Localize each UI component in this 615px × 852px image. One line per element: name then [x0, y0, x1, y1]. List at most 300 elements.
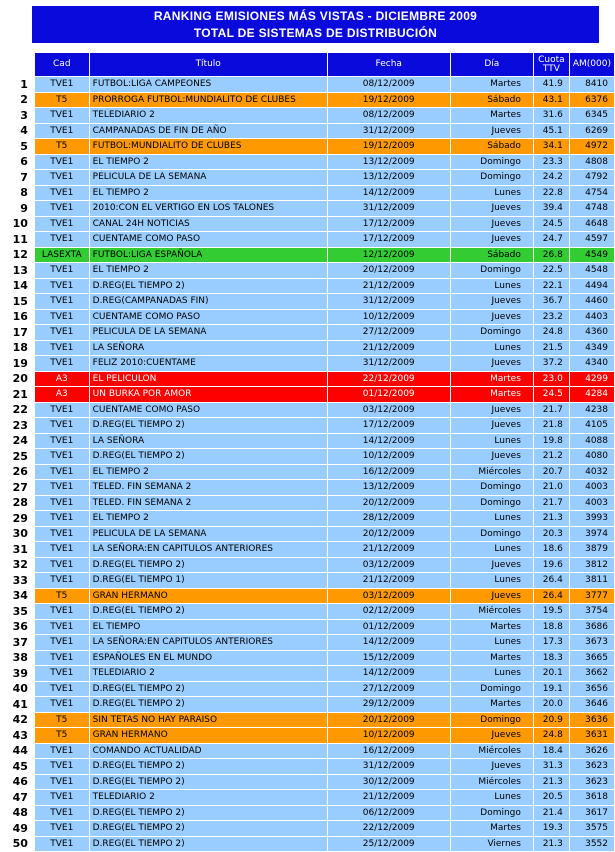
title-cell: D.REG(EL TIEMPO 2): [89, 805, 327, 821]
title-cell: LA SEÑORA:EN CAPITULOS ANTERIORES: [89, 542, 327, 558]
table-row: [7, 170, 615, 186]
channel-cell: TVE1: [34, 836, 89, 852]
channel-cell: TVE1: [34, 77, 89, 93]
weekday-cell: Viernes: [450, 836, 533, 852]
date-cell: 16/12/2009: [327, 743, 450, 759]
date-cell: 27/12/2009: [327, 325, 450, 341]
share-cell: 23.2: [533, 309, 569, 325]
title-cell: FUTBOL:MUNDIALITO DE CLUBES: [89, 139, 327, 155]
weekday-cell: Martes: [450, 371, 533, 387]
weekday-cell: Martes: [450, 77, 533, 93]
share-cell: 26.4: [533, 573, 569, 589]
title-cell: TELED. FIN SEMANA 2: [89, 495, 327, 511]
channel-cell: TVE1: [34, 201, 89, 217]
table-row: [7, 526, 615, 542]
channel-cell: TVE1: [34, 263, 89, 279]
rank-cell: 20: [7, 371, 35, 387]
audience-cell: 3754: [569, 604, 614, 620]
audience-cell: 4403: [569, 309, 614, 325]
table-row: [7, 619, 615, 635]
channel-cell: TVE1: [34, 108, 89, 124]
audience-cell: 4284: [569, 387, 614, 403]
report-subtitle: TOTAL DE SISTEMAS DE DISTRIBUCIÓN: [193, 26, 438, 40]
weekday-cell: Lunes: [450, 635, 533, 651]
channel-cell: TVE1: [34, 573, 89, 589]
weekday-cell: Jueves: [450, 232, 533, 248]
weekday-cell: Lunes: [450, 511, 533, 527]
audience-cell: 3646: [569, 697, 614, 713]
title-cell: LA SEÑORA: [89, 340, 327, 356]
date-cell: 17/12/2009: [327, 418, 450, 434]
rank-cell: 7: [7, 170, 35, 186]
date-cell: 19/12/2009: [327, 92, 450, 108]
audience-cell: 4548: [569, 263, 614, 279]
channel-cell: LASEXTA: [34, 247, 89, 263]
title-cell: D.REG(EL TIEMPO 2): [89, 449, 327, 465]
share-cell: 24.8: [533, 325, 569, 341]
report-title: RANKING EMISIONES MÁS VISTAS - DICIEMBRE 2009: [153, 9, 478, 23]
date-cell: 20/12/2009: [327, 712, 450, 728]
weekday-cell: Jueves: [450, 309, 533, 325]
rank-cell: 1: [7, 77, 35, 93]
audience-cell: 3617: [569, 805, 614, 821]
weekday-cell: Miércoles: [450, 464, 533, 480]
rank-cell: 3: [7, 108, 35, 124]
table-row: [7, 697, 615, 713]
date-cell: 14/12/2009: [327, 666, 450, 682]
channel-cell: TVE1: [34, 557, 89, 573]
date-cell: 27/12/2009: [327, 681, 450, 697]
share-cell: 43.1: [533, 92, 569, 108]
audience-cell: 4003: [569, 480, 614, 496]
rank-cell: 17: [7, 325, 35, 341]
audience-cell: 4748: [569, 201, 614, 217]
rank-cell: 42: [7, 712, 35, 728]
date-cell: 30/12/2009: [327, 774, 450, 790]
date-cell: 31/12/2009: [327, 759, 450, 775]
share-cell: 45.1: [533, 123, 569, 139]
title-cell: D.REG(EL TIEMPO 1): [89, 573, 327, 589]
weekday-cell: Domingo: [450, 712, 533, 728]
title-cell: LA SEÑORA:EN CAPITULOS ANTERIORES: [89, 635, 327, 651]
date-cell: 02/12/2009: [327, 604, 450, 620]
share-cell: 20.3: [533, 526, 569, 542]
rank-cell: 43: [7, 728, 35, 744]
weekday-cell: Domingo: [450, 495, 533, 511]
title-cell: D.REG(EL TIEMPO 2): [89, 418, 327, 434]
weekday-cell: Domingo: [450, 325, 533, 341]
date-cell: 13/12/2009: [327, 480, 450, 496]
table-row: [7, 650, 615, 666]
header-cuota-line1: Cuota: [538, 54, 565, 65]
title-cell: D.REG(EL TIEMPO 2): [89, 278, 327, 294]
channel-cell: TVE1: [34, 418, 89, 434]
date-cell: 10/12/2009: [327, 309, 450, 325]
audience-cell: 4808: [569, 154, 614, 170]
share-cell: 20.7: [533, 464, 569, 480]
table-row: [7, 573, 615, 589]
weekday-cell: Lunes: [450, 790, 533, 806]
audience-cell: 3552: [569, 836, 614, 852]
rank-cell: 36: [7, 619, 35, 635]
channel-cell: T5: [34, 728, 89, 744]
date-cell: 21/12/2009: [327, 278, 450, 294]
title-cell: 2010:CON EL VERTIGO EN LOS TALONES: [89, 201, 327, 217]
weekday-cell: Jueves: [450, 201, 533, 217]
weekday-cell: Lunes: [450, 666, 533, 682]
weekday-cell: Miércoles: [450, 604, 533, 620]
weekday-cell: Jueves: [450, 588, 533, 604]
weekday-cell: Martes: [450, 387, 533, 403]
rank-cell: 14: [7, 278, 35, 294]
channel-cell: TVE1: [34, 821, 89, 837]
rank-cell: 4: [7, 123, 35, 139]
rank-cell: 15: [7, 294, 35, 310]
weekday-cell: Jueves: [450, 402, 533, 418]
table-row: [7, 604, 615, 620]
share-cell: 24.5: [533, 216, 569, 232]
weekday-cell: Jueves: [450, 418, 533, 434]
rank-cell: 37: [7, 635, 35, 651]
title-cell: PELICULA DE LA SEMANA: [89, 170, 327, 186]
share-cell: 18.3: [533, 650, 569, 666]
weekday-cell: Martes: [450, 821, 533, 837]
audience-cell: 3686: [569, 619, 614, 635]
channel-cell: T5: [34, 139, 89, 155]
table-row: [7, 356, 615, 372]
header-cuota-line2: TTV: [542, 63, 560, 74]
weekday-cell: Miércoles: [450, 774, 533, 790]
table-row: [7, 201, 615, 217]
audience-cell: 3811: [569, 573, 614, 589]
date-cell: 16/12/2009: [327, 464, 450, 480]
audience-cell: 3636: [569, 712, 614, 728]
audience-cell: 3623: [569, 774, 614, 790]
title-cell: EL TIEMPO 2: [89, 154, 327, 170]
table-row: [7, 294, 615, 310]
table-row: [7, 666, 615, 682]
share-cell: 26.4: [533, 588, 569, 604]
channel-cell: TVE1: [34, 402, 89, 418]
weekday-cell: Domingo: [450, 526, 533, 542]
date-cell: 21/12/2009: [327, 573, 450, 589]
share-cell: 39.4: [533, 201, 569, 217]
channel-cell: TVE1: [34, 433, 89, 449]
date-cell: 17/12/2009: [327, 232, 450, 248]
channel-cell: TVE1: [34, 805, 89, 821]
share-cell: 21.3: [533, 511, 569, 527]
share-cell: 20.0: [533, 697, 569, 713]
share-cell: 22.5: [533, 263, 569, 279]
channel-cell: TVE1: [34, 743, 89, 759]
rank-cell: 12: [7, 247, 35, 263]
share-cell: 21.3: [533, 836, 569, 852]
rank-cell: 31: [7, 542, 35, 558]
date-cell: 14/12/2009: [327, 433, 450, 449]
share-cell: 19.3: [533, 821, 569, 837]
table-row: [7, 588, 615, 604]
share-cell: 19.1: [533, 681, 569, 697]
channel-cell: TVE1: [34, 170, 89, 186]
share-cell: 22.1: [533, 278, 569, 294]
audience-cell: 4340: [569, 356, 614, 372]
audience-cell: 3626: [569, 743, 614, 759]
rank-cell: 30: [7, 526, 35, 542]
table-row: [7, 325, 615, 341]
rank-header-blank: [7, 53, 35, 77]
weekday-cell: Sábado: [450, 92, 533, 108]
weekday-cell: Jueves: [450, 759, 533, 775]
table-row: [7, 418, 615, 434]
share-cell: 37.2: [533, 356, 569, 372]
share-cell: 18.8: [533, 619, 569, 635]
audience-cell: 3879: [569, 542, 614, 558]
title-cell: D.REG(EL TIEMPO 2): [89, 557, 327, 573]
share-cell: 23.3: [533, 154, 569, 170]
table-row: [7, 464, 615, 480]
table-row: [7, 216, 615, 232]
table-row: [7, 728, 615, 744]
channel-cell: TVE1: [34, 526, 89, 542]
rank-cell: 48: [7, 805, 35, 821]
audience-cell: 6376: [569, 92, 614, 108]
share-cell: 17.3: [533, 635, 569, 651]
title-cell: FELIZ 2010:CUENTAME: [89, 356, 327, 372]
table-row: [7, 805, 615, 821]
table-row: [7, 433, 615, 449]
share-cell: 18.6: [533, 542, 569, 558]
rank-cell: 16: [7, 309, 35, 325]
audience-cell: 4360: [569, 325, 614, 341]
weekday-cell: Sábado: [450, 247, 533, 263]
audience-cell: 4238: [569, 402, 614, 418]
rank-cell: 13: [7, 263, 35, 279]
rank-cell: 28: [7, 495, 35, 511]
share-cell: 20.5: [533, 790, 569, 806]
date-cell: 21/12/2009: [327, 340, 450, 356]
date-cell: 20/12/2009: [327, 263, 450, 279]
title-cell: EL TIEMPO 2: [89, 185, 327, 201]
table-row: [7, 635, 615, 651]
channel-cell: TVE1: [34, 356, 89, 372]
channel-cell: TVE1: [34, 464, 89, 480]
audience-cell: 4460: [569, 294, 614, 310]
share-cell: 26.8: [533, 247, 569, 263]
channel-cell: T5: [34, 92, 89, 108]
channel-cell: TVE1: [34, 635, 89, 651]
title-cell: D.REG(EL TIEMPO 2): [89, 604, 327, 620]
audience-cell: 6345: [569, 108, 614, 124]
share-cell: 21.4: [533, 805, 569, 821]
channel-cell: TVE1: [34, 495, 89, 511]
share-cell: 24.7: [533, 232, 569, 248]
rank-cell: 35: [7, 604, 35, 620]
rank-cell: 50: [7, 836, 35, 852]
rank-cell: 33: [7, 573, 35, 589]
channel-cell: TVE1: [34, 216, 89, 232]
audience-cell: 3623: [569, 759, 614, 775]
title-cell: D.REG(EL TIEMPO 2): [89, 836, 327, 852]
weekday-cell: Martes: [450, 697, 533, 713]
title-cell: D.REG(EL TIEMPO 2): [89, 759, 327, 775]
date-cell: 25/12/2009: [327, 836, 450, 852]
table-row: [7, 712, 615, 728]
channel-cell: TVE1: [34, 650, 89, 666]
title-cell: FUTBOL:LIGA CAMPEONES: [89, 77, 327, 93]
channel-cell: TVE1: [34, 123, 89, 139]
date-cell: 15/12/2009: [327, 650, 450, 666]
rank-cell: 38: [7, 650, 35, 666]
share-cell: 19.5: [533, 604, 569, 620]
rank-cell: 8: [7, 185, 35, 201]
audience-cell: 4549: [569, 247, 614, 263]
rank-cell: 19: [7, 356, 35, 372]
rank-cell: 39: [7, 666, 35, 682]
rank-cell: 22: [7, 402, 35, 418]
table-row: [7, 108, 615, 124]
channel-cell: TVE1: [34, 154, 89, 170]
date-cell: 10/12/2009: [327, 449, 450, 465]
rank-cell: 5: [7, 139, 35, 155]
title-cell: D.REG(EL TIEMPO 2): [89, 697, 327, 713]
rank-cell: 24: [7, 433, 35, 449]
date-cell: 13/12/2009: [327, 154, 450, 170]
weekday-cell: Domingo: [450, 681, 533, 697]
header-titulo: Título: [89, 53, 327, 77]
weekday-cell: Lunes: [450, 542, 533, 558]
weekday-cell: Jueves: [450, 728, 533, 744]
audience-cell: 3575: [569, 821, 614, 837]
title-cell: CANAL 24H NOTICIAS: [89, 216, 327, 232]
date-cell: 14/12/2009: [327, 635, 450, 651]
weekday-cell: Lunes: [450, 573, 533, 589]
audience-cell: 3662: [569, 666, 614, 682]
channel-cell: TVE1: [34, 309, 89, 325]
title-cell: UN BURKA POR AMOR: [89, 387, 327, 403]
date-cell: 22/12/2009: [327, 821, 450, 837]
table-row: [7, 92, 615, 108]
audience-cell: 4032: [569, 464, 614, 480]
table-row: [7, 247, 615, 263]
header-dia: Día: [450, 53, 533, 77]
share-cell: 23.0: [533, 371, 569, 387]
table-row: [7, 77, 615, 93]
table-row: [7, 743, 615, 759]
audience-cell: 8410: [569, 77, 614, 93]
header-fecha: Fecha: [327, 53, 450, 77]
share-cell: 19.6: [533, 557, 569, 573]
table-row: [7, 185, 615, 201]
table-row: [7, 263, 615, 279]
date-cell: 17/12/2009: [327, 216, 450, 232]
channel-cell: TVE1: [34, 542, 89, 558]
share-cell: 21.8: [533, 418, 569, 434]
header-cuota: [533, 53, 569, 77]
title-cell: D.REG(CAMPANADAS FIN): [89, 294, 327, 310]
table-row: [7, 480, 615, 496]
title-cell: PELICULA DE LA SEMANA: [89, 526, 327, 542]
date-cell: 20/12/2009: [327, 495, 450, 511]
share-cell: 24.2: [533, 170, 569, 186]
title-cell: TELEDIARIO 2: [89, 790, 327, 806]
share-cell: 24.8: [533, 728, 569, 744]
channel-cell: TVE1: [34, 774, 89, 790]
ranking-table: [6, 52, 615, 852]
audience-cell: 4088: [569, 433, 614, 449]
date-cell: 29/12/2009: [327, 697, 450, 713]
audience-cell: 4648: [569, 216, 614, 232]
rank-cell: 18: [7, 340, 35, 356]
audience-cell: 4597: [569, 232, 614, 248]
date-cell: 10/12/2009: [327, 728, 450, 744]
channel-cell: TVE1: [34, 790, 89, 806]
weekday-cell: Domingo: [450, 805, 533, 821]
audience-cell: 3812: [569, 557, 614, 573]
title-cell: CAMPANADAS DE FIN DE AÑO: [89, 123, 327, 139]
header-am: AM(000): [569, 53, 614, 77]
title-cell: FUTBOL:LIGA ESPAÑOLA: [89, 247, 327, 263]
table-row: [7, 371, 615, 387]
title-cell: EL TIEMPO 2: [89, 511, 327, 527]
date-cell: 03/12/2009: [327, 588, 450, 604]
audience-cell: 3993: [569, 511, 614, 527]
rank-cell: 10: [7, 216, 35, 232]
share-cell: 22.8: [533, 185, 569, 201]
title-cell: D.REG(EL TIEMPO 2): [89, 774, 327, 790]
share-cell: 20.1: [533, 666, 569, 682]
date-cell: 31/12/2009: [327, 294, 450, 310]
title-cell: GRAN HERMANO: [89, 588, 327, 604]
title-cell: LA SEÑORA: [89, 433, 327, 449]
weekday-cell: Martes: [450, 619, 533, 635]
date-cell: 03/12/2009: [327, 557, 450, 573]
share-cell: 41.9: [533, 77, 569, 93]
weekday-cell: Sábado: [450, 139, 533, 155]
channel-cell: TVE1: [34, 185, 89, 201]
title-cell: CUENTAME COMO PASO: [89, 232, 327, 248]
weekday-cell: Miércoles: [450, 743, 533, 759]
date-cell: 21/12/2009: [327, 542, 450, 558]
weekday-cell: Jueves: [450, 294, 533, 310]
share-cell: 34.1: [533, 139, 569, 155]
date-cell: 08/12/2009: [327, 77, 450, 93]
title-cell: CUENTAME COMO PASO: [89, 402, 327, 418]
share-cell: 21.0: [533, 480, 569, 496]
weekday-cell: Martes: [450, 108, 533, 124]
share-cell: 21.7: [533, 495, 569, 511]
table-row: [7, 402, 615, 418]
audience-cell: 4080: [569, 449, 614, 465]
rank-cell: 11: [7, 232, 35, 248]
date-cell: 21/12/2009: [327, 790, 450, 806]
weekday-cell: Lunes: [450, 278, 533, 294]
audience-cell: 4792: [569, 170, 614, 186]
report-title-banner: [32, 6, 599, 43]
date-cell: 20/12/2009: [327, 526, 450, 542]
audience-cell: 3974: [569, 526, 614, 542]
rank-cell: 32: [7, 557, 35, 573]
table-row: [7, 836, 615, 852]
share-cell: 31.6: [533, 108, 569, 124]
title-cell: TELEDIARIO 2: [89, 108, 327, 124]
date-cell: 13/12/2009: [327, 170, 450, 186]
table-row: [7, 511, 615, 527]
title-cell: EL TIEMPO 2: [89, 263, 327, 279]
rank-cell: 6: [7, 154, 35, 170]
channel-cell: A3: [34, 387, 89, 403]
channel-cell: TVE1: [34, 232, 89, 248]
share-cell: 19.8: [533, 433, 569, 449]
